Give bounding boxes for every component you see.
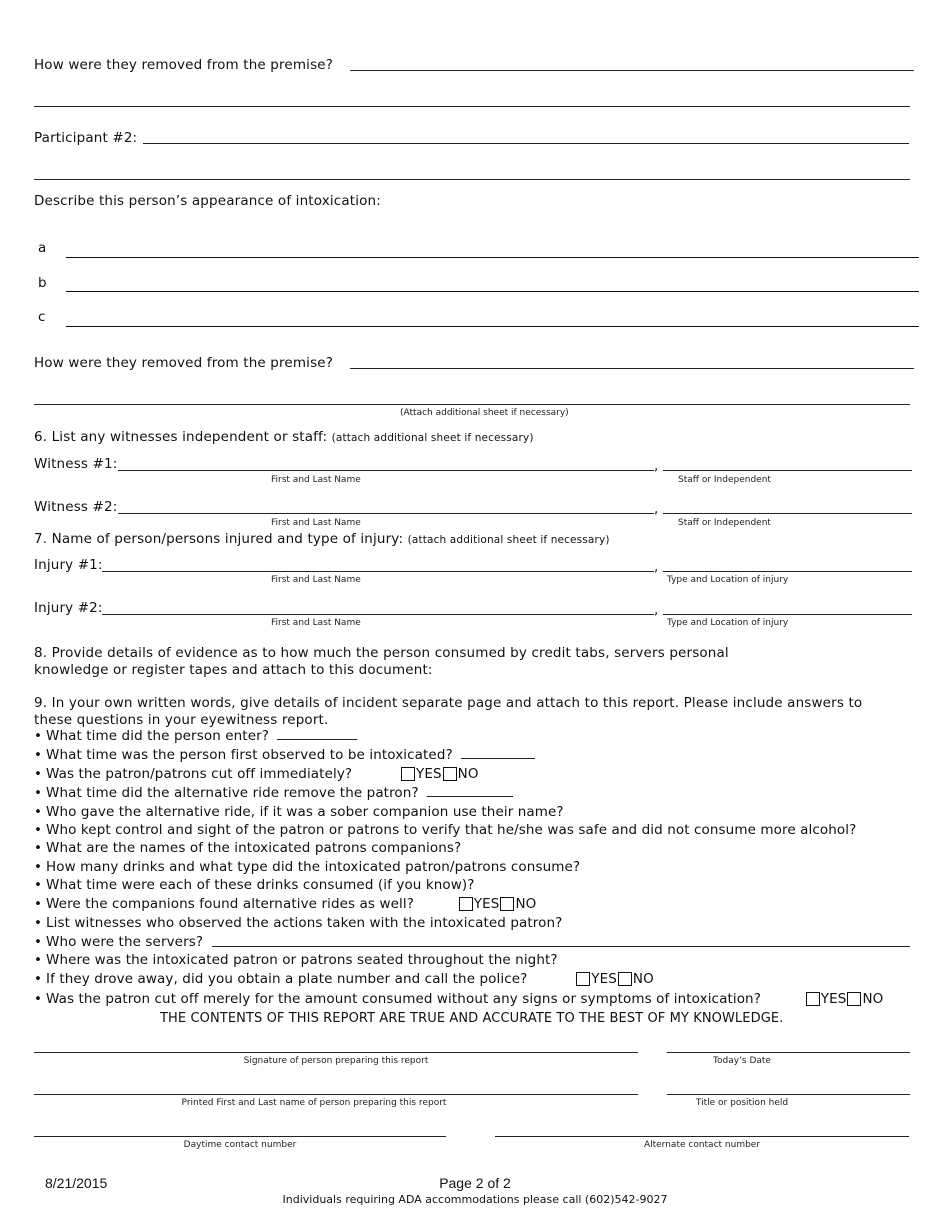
signature-field[interactable] bbox=[34, 1052, 638, 1053]
cutoff-amount-yes-checkbox[interactable] bbox=[806, 992, 820, 1006]
list-item: • If they drove away, did you obtain a plate number and call the police? YES NO bbox=[34, 971, 654, 987]
caption-injury: Type and Location of injury bbox=[667, 575, 789, 585]
caption-staff: Staff or Independent bbox=[678, 518, 771, 528]
footer-ada-note: Individuals requiring ADA accommodations please call (602)542-9027 bbox=[282, 1193, 668, 1206]
removed-question-2: How were they removed from the premise? bbox=[34, 355, 334, 371]
list-item: • Where was the intoxicated patron or patrons seated throughout the night? bbox=[34, 952, 558, 968]
witness1-label: Witness #1: bbox=[34, 456, 118, 472]
witness2-label: Witness #2: bbox=[34, 499, 118, 515]
footer-page-number: Page 2 of 2 bbox=[439, 1175, 511, 1191]
injury2-name-field[interactable] bbox=[102, 614, 654, 615]
list-item: • Were the companions found alternative rides as well? YES NO bbox=[34, 896, 537, 912]
witness2-type-field[interactable] bbox=[663, 513, 912, 514]
caption-injury: Type and Location of injury bbox=[667, 618, 789, 628]
certification-statement: THE CONTENTS OF THIS REPORT ARE TRUE AND ACCURATE TO THE BEST OF MY KNOWLEDGE. bbox=[160, 1011, 784, 1026]
list-item: • List witnesses who observed the actions taken with the intoxicated patron? bbox=[34, 915, 563, 931]
list-item: • Who gave the alternative ride, if it was a sober companion use their name? bbox=[34, 804, 564, 820]
plate-no-checkbox[interactable] bbox=[618, 972, 632, 986]
removed-answer-line-1b[interactable] bbox=[34, 106, 910, 107]
title-field[interactable] bbox=[667, 1094, 910, 1095]
participant2-field-2[interactable] bbox=[34, 179, 910, 180]
witness2-name-field[interactable] bbox=[118, 513, 654, 514]
participant2-label: Participant #2: bbox=[34, 130, 138, 146]
list-item: • What are the names of the intoxicated patrons companions? bbox=[34, 840, 462, 856]
appearance-prompt: Describe this person’s appearance of intoxication: bbox=[34, 193, 381, 209]
printed-name-field[interactable] bbox=[34, 1094, 638, 1095]
companions-no-checkbox[interactable] bbox=[500, 897, 514, 911]
list-item: • What time did the alternative ride remove the patron? bbox=[34, 785, 513, 801]
comma: , bbox=[654, 458, 659, 474]
list-item: • Was the patron cut off merely for the amount consumed without any signs or symptoms of intoxication? YES NO bbox=[34, 991, 884, 1007]
comma: , bbox=[654, 559, 659, 575]
ride-time-field[interactable] bbox=[427, 786, 513, 797]
removed-answer-line-2[interactable] bbox=[350, 368, 914, 369]
participant2-field[interactable] bbox=[143, 143, 909, 144]
cutoff-no-checkbox[interactable] bbox=[443, 767, 457, 781]
appearance-letter-c: c bbox=[38, 309, 46, 325]
appearance-line-b[interactable] bbox=[66, 291, 919, 292]
removed-answer-line-1[interactable] bbox=[350, 70, 914, 71]
date-caption: Today’s Date bbox=[713, 1056, 771, 1066]
appearance-line-c[interactable] bbox=[66, 326, 919, 327]
injury1-type-field[interactable] bbox=[663, 571, 912, 572]
alternate-phone-field[interactable] bbox=[495, 1136, 909, 1137]
title-caption: Title or position held bbox=[695, 1098, 789, 1108]
witness1-type-field[interactable] bbox=[663, 470, 912, 471]
q7-heading: 7. Name of person/persons injured and type of injury: (attach additional sheet if necessary) bbox=[34, 531, 610, 547]
removed-answer-line-2b[interactable] bbox=[34, 404, 910, 405]
appearance-letter-a: a bbox=[38, 240, 47, 256]
q9-line1: 9. In your own written words, give details of incident separate page and attach to this report. Please include answers to bbox=[34, 695, 863, 711]
list-item: • Who were the servers? bbox=[34, 934, 204, 950]
injury2-type-field[interactable] bbox=[663, 614, 912, 615]
list-item: • Who kept control and sight of the patron or patrons to verify that he/she was safe and did not consume more alcohol? bbox=[34, 822, 857, 838]
signature-caption: Signature of person preparing this report bbox=[243, 1056, 429, 1066]
intoxicated-time-field[interactable] bbox=[461, 748, 535, 759]
daytime-caption: Daytime contact number bbox=[183, 1140, 297, 1150]
comma: , bbox=[654, 602, 659, 618]
list-item: • What time was the person first observed to be intoxicated? bbox=[34, 747, 535, 763]
cutoff-amount-no-checkbox[interactable] bbox=[847, 992, 861, 1006]
appearance-line-a[interactable] bbox=[66, 257, 919, 258]
list-item: • Was the patron/patrons cut off immediately? YES NO bbox=[34, 766, 479, 782]
q8-line1: 8. Provide details of evidence as to how much the person consumed by credit tabs, servers personal bbox=[34, 645, 729, 661]
enter-time-field[interactable] bbox=[277, 729, 357, 740]
appearance-letter-b: b bbox=[38, 275, 47, 291]
printed-name-caption: Printed First and Last name of person preparing this report bbox=[181, 1098, 447, 1108]
list-item: • How many drinks and what type did the intoxicated patron/patrons consume? bbox=[34, 859, 581, 875]
injury1-label: Injury #1: bbox=[34, 557, 103, 573]
q9-line2: these questions in your eyewitness report. bbox=[34, 712, 329, 728]
q8-line2: knowledge or register tapes and attach to this document: bbox=[34, 662, 433, 678]
cutoff-yes-checkbox[interactable] bbox=[401, 767, 415, 781]
q6-heading: 6. List any witnesses independent or staff: (attach additional sheet if necessary) bbox=[34, 429, 534, 445]
servers-field[interactable] bbox=[212, 946, 910, 947]
caption-staff: Staff or Independent bbox=[678, 475, 771, 485]
list-item: • What time were each of these drinks consumed (if you know)? bbox=[34, 877, 475, 893]
caption-name: First and Last Name bbox=[271, 618, 361, 628]
injury1-name-field[interactable] bbox=[102, 571, 654, 572]
alternate-caption: Alternate contact number bbox=[643, 1140, 761, 1150]
removed-question-1: How were they removed from the premise? bbox=[34, 57, 334, 73]
injury2-label: Injury #2: bbox=[34, 600, 103, 616]
attach-note: (Attach additional sheet if necessary) bbox=[400, 408, 569, 418]
plate-yes-checkbox[interactable] bbox=[576, 972, 590, 986]
daytime-phone-field[interactable] bbox=[34, 1136, 446, 1137]
caption-name: First and Last Name bbox=[271, 475, 361, 485]
witness1-name-field[interactable] bbox=[118, 470, 654, 471]
caption-name: First and Last Name bbox=[271, 518, 361, 528]
list-item: • What time did the person enter? bbox=[34, 728, 357, 744]
caption-name: First and Last Name bbox=[271, 575, 361, 585]
footer-date: 8/21/2015 bbox=[45, 1175, 108, 1191]
date-field[interactable] bbox=[667, 1052, 910, 1053]
companions-yes-checkbox[interactable] bbox=[459, 897, 473, 911]
comma: , bbox=[654, 501, 659, 517]
